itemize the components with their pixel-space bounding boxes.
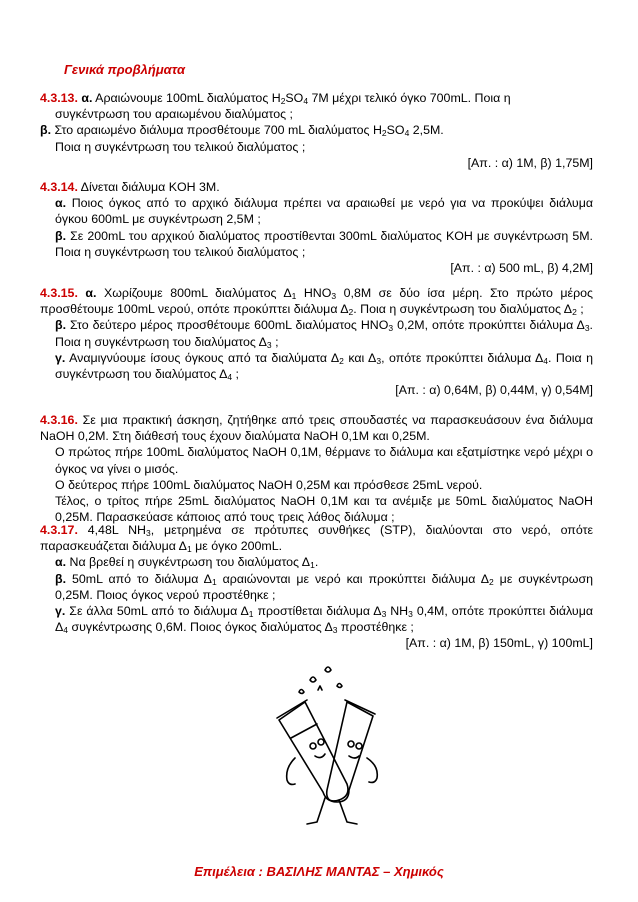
answer: [Απ. : α) 500 mL, β) 4,2M] xyxy=(450,261,593,276)
problem-number: 4.3.17. xyxy=(40,523,78,537)
problem-number: 4.3.16. xyxy=(40,413,78,427)
test-tubes-cartoon-illustration xyxy=(255,662,385,832)
section-heading: Γενικά προβλήματα xyxy=(64,62,186,77)
answer: [Απ. : α) 1M, β) 150mL, γ) 100mL] xyxy=(405,636,593,651)
answer: [Απ. : α) 0,64M, β) 0,44M, γ) 0,54M] xyxy=(395,383,593,398)
problem-4-3-17: 4.3.17. 4,48L $NH_3$, μετρημένα σε πρότυπες συνθήκες (STP), διαλύονται στο νερό, οπότε παρασκευάζεται διάλυμα $\Delta_1$ με όγκο 200mL. α. Να βρεθεί η συγκέντρωση του διαλύματος $\Delta_1$. β. 50mL από το διάλυμα $\Delta_1$ αραιώνονται με νερό και προκύπτει διάλυμα $\Delta_2$ με συγκέντρωση 0,25M. Ποιος όγκος νερού προστέθηκε ; γ. Σε άλλα 50mL από το διάλυμα $\Delta_1$ προστίθεται διάλυμα $\Delta_3$ $NH_3$ 0,4M, οπότε προκύπτει διάλυμα $\Delta_4$ συγκέντρωσης 0,6M. Ποιος όγκος διαλύματος $\Delta_3$ προστέθηκε ; [Απ. : α) 1M, β) 150mL, γ) 100mL] xyxy=(40,523,593,651)
problem-number: 4.3.14. xyxy=(40,180,78,194)
problem-4-3-13: 4.3.13. α. Αραιώνουμε 100mL διαλύματος $H_2SO_4$ 7M μέχρι τελικό όγκο 700mL. Ποια η συγκέντρωση του αραιωμένου διαλύματος ; β. Στο αραιωμένο διάλυμα προσθέτουμε 700 mL διαλύματος $H_2SO_4$ 2,5M. Ποια η συγκέντρωση του τελικού διαλύματος ; [Απ. : α) 1M, β) 1,75M] xyxy=(40,91,593,170)
problem-number: 4.3.15. xyxy=(40,286,78,300)
problem-4-3-15: 4.3.15. α. Χωρίζουμε 800mL διαλύματος $\Delta_1$ $HNO_3$ 0,8M σε δύο ίσα μέρη. Στο πρώτο μέρος προσθέτουμε 100mL νερού, οπότε προκύπτει διάλυμα $\Delta_2$. Ποια η συγκέντρωση του διαλύματος $\Delta_2$ ; β. Στο δεύτερο μέρος προσθέτουμε 600mL διαλύματος $HNO_3$ 0,2M, οπότε προκύπτει διάλυμα $\Delta_3$. Ποια η συγκέντρωση του διαλύματος $\Delta_3$ ; γ. Αναμιγνύουμε ίσους όγκους από τα διαλύματα $\Delta_2$ και $\Delta_3$, οπότε προκύπτει διάλυμα $\Delta_4$. Ποια η συγκέντρωση του διαλύματος $\Delta_4$ ; [Απ. : α) 0,64M, β) 0,44M, γ) 0,54M] xyxy=(40,286,593,398)
problem-4-3-14: 4.3.14. Δίνεται διάλυμα KOH 3M. α. Ποιος όγκος από το αρχικό διάλυμα πρέπει να αραιωθεί με νερό για να προκύψει διάλυμα όγκου 600mL με συγκέντρωση 2,5M ; β. Σε 200mL του αρχικού διαλύματος προστίθενται 300mL διαλύματος KOH με συγκέντρωση 5M. Ποια η συγκέντρωση του τελικού διαλύματος ; [Απ. : α) 500 mL, β) 4,2M] xyxy=(40,180,593,276)
problem-4-3-16: 4.3.16. Σε μια πρακτική άσκηση, ζητήθηκε από τρεις σπουδαστές να παρασκευάσουν ένα διάλυμα NaOH 0,2M. Στη διάθεσή τους έχουν διαλύματα NaOH 0,1M και 0,25M. Ο πρώτος πήρε 100mL διαλύματος NaOH 0,1M, θέρμανε το διάλυμα και εξατμίστηκε νερό μέχρι ο όγκος να γίνει ο μισός. Ο δεύτερος πήρε 100mL διαλύματος NaOH 0,25M και πρόσθεσε 25mL νερού. Τέλος, ο τρίτος πήρε 25mL διαλύματος NaOH 0,1M και τα ανέμιξε με 50mL διαλύματος NaOH 0,25M. Παρασκεύασε κάποιος από τους τρεις λάθος διάλυμα ; xyxy=(40,413,593,525)
footer-credit: Επιμέλεια : ΒΑΣΙΛΗΣ ΜΑΝΤΑΣ – Χημικός xyxy=(194,864,444,879)
problem-number: 4.3.13. xyxy=(40,91,78,105)
answer: [Απ. : α) 1M, β) 1,75M] xyxy=(467,155,593,170)
